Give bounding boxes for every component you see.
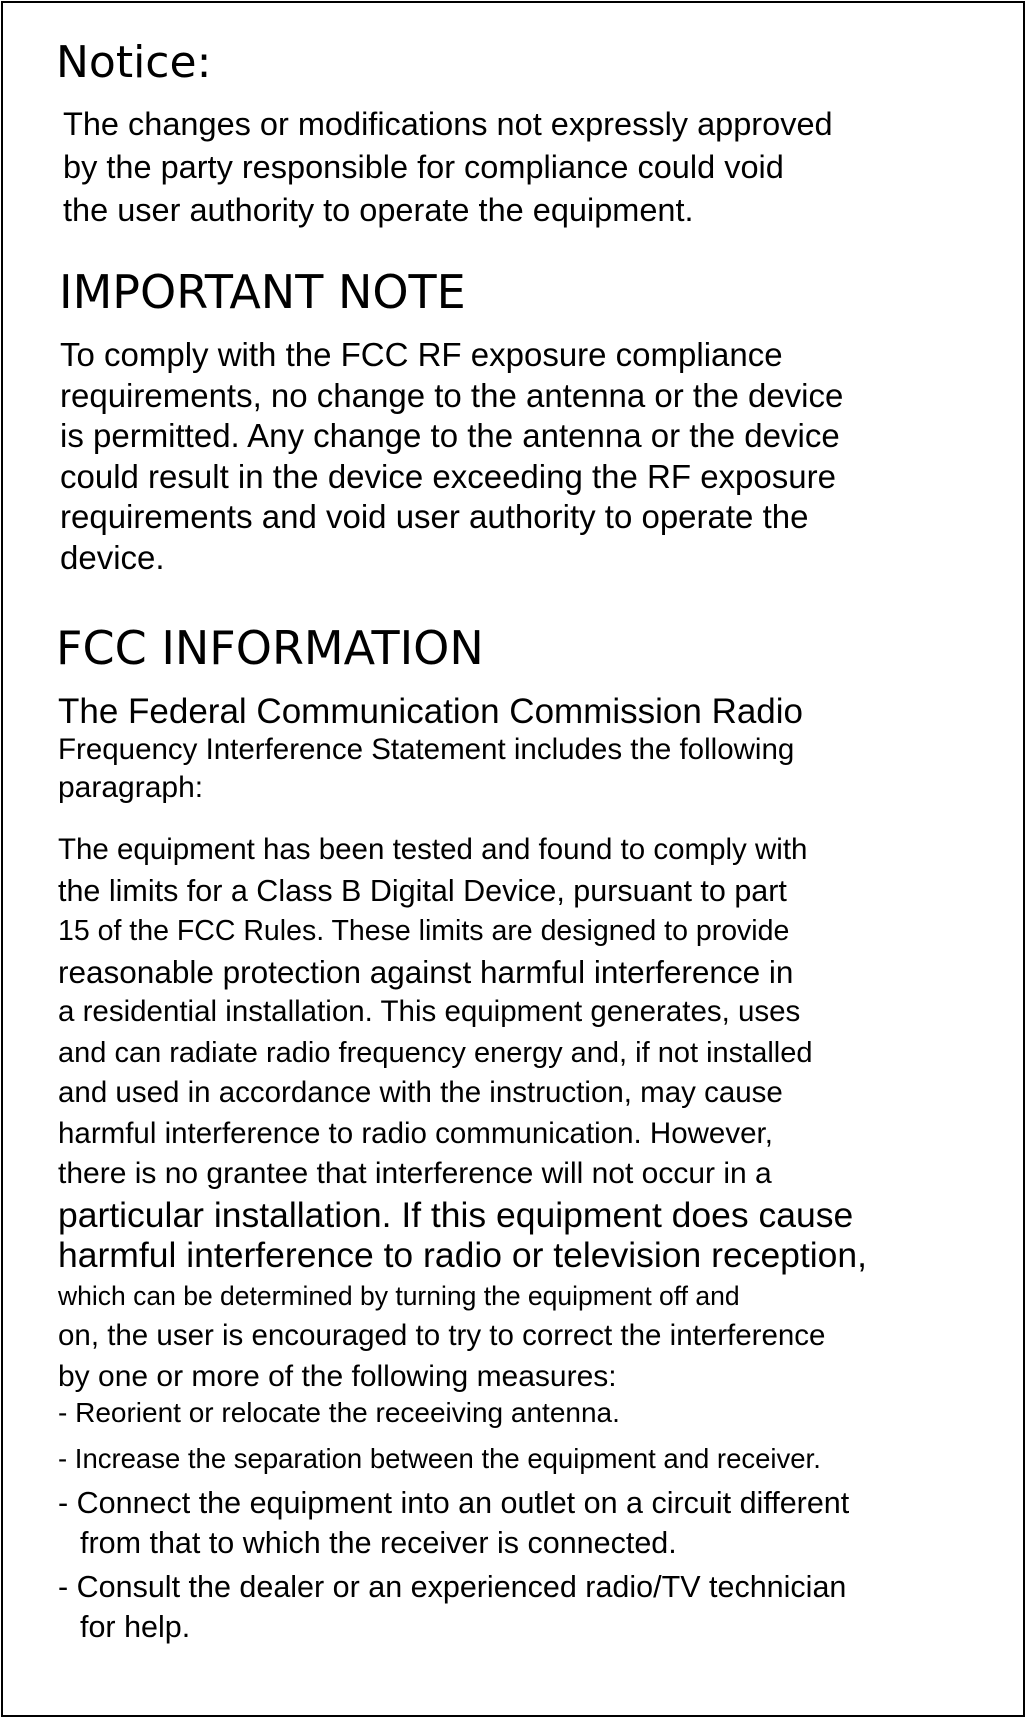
- measure-item: [58, 1393, 849, 1433]
- important-note-line: could result in the device exceeding the RF exposure: [60, 457, 836, 495]
- notice-line: The changes or modifications not expressly approved: [63, 106, 833, 142]
- notice-heading: Notice:: [56, 37, 212, 88]
- notice-paragraph: [63, 103, 833, 232]
- fcc-statement-line: by one or more of the following measures:: [58, 1359, 617, 1393]
- document-page: [1, 1, 1025, 1717]
- notice-line: by the party responsible for compliance could void: [63, 149, 784, 185]
- fcc-statement-line: and used in accordance with the instruction, may cause: [58, 1076, 783, 1109]
- measure-item: [58, 1567, 849, 1647]
- important-note-line: device.: [60, 538, 165, 576]
- fcc-statement-line: there is no grantee that interference will not occur in a: [58, 1157, 772, 1190]
- important-note-line: To comply with the FCC RF exposure compliance: [60, 336, 783, 373]
- fcc-intro-line: The Federal Communication Commission Radio: [58, 692, 804, 731]
- measure-line-continuation: from that to which the receiver is connected.: [80, 1526, 677, 1560]
- fcc-intro-paragraph: [58, 693, 803, 807]
- fcc-statement-line: on, the user is encouraged to try to correct the interference: [58, 1319, 826, 1352]
- fcc-statement-line: the limits for a Class B Digital Device, pursuant to part: [58, 873, 787, 908]
- measure-line-continuation: for help.: [80, 1610, 191, 1644]
- fcc-intro-line: paragraph:: [58, 771, 204, 804]
- fcc-statement-line: The equipment has been tested and found to comply with: [58, 833, 808, 866]
- important-note-line: is permitted. Any change to the antenna or the device: [60, 417, 840, 454]
- fcc-information-heading: FCC INFORMATION: [56, 621, 484, 675]
- fcc-statement-line: a residential installation. This equipment generates, uses: [58, 995, 801, 1028]
- important-note-line: requirements and void user authority to operate the: [60, 498, 809, 535]
- important-note-line: requirements, no change to the antenna or the device: [60, 376, 844, 414]
- fcc-statement-line: 15 of the FCC Rules. These limits are designed to provide: [58, 915, 790, 947]
- measure-item: [58, 1439, 849, 1479]
- measures-list: [58, 1393, 849, 1647]
- fcc-intro-line: Frequency Interference Statement includes the following: [58, 733, 795, 766]
- measure-line: - Consult the dealer or an experienced radio/TV technician: [58, 1570, 847, 1604]
- important-note-paragraph: [60, 335, 843, 578]
- fcc-statement-paragraph: [58, 830, 867, 1397]
- measure-item: [58, 1483, 849, 1563]
- notice-line: the user authority to operate the equipment.: [63, 192, 694, 228]
- fcc-statement-line: harmful interference to radio or television reception,: [58, 1235, 868, 1275]
- measure-line: - Increase the separation between the equipment and receiver.: [58, 1443, 821, 1474]
- important-note-heading: IMPORTANT NOTE: [59, 265, 466, 319]
- fcc-statement-line: which can be determined by turning the equipment off and: [58, 1280, 740, 1311]
- measure-line: - Reorient or relocate the receeiving antenna.: [58, 1397, 620, 1428]
- fcc-statement-line: harmful interference to radio communication. However,: [58, 1116, 773, 1150]
- fcc-statement-line: reasonable protection against harmful interference in: [58, 953, 794, 990]
- measure-line: - Connect the equipment into an outlet on a circuit different: [58, 1486, 850, 1520]
- fcc-statement-line: and can radiate radio frequency energy and, if not installed: [58, 1036, 813, 1069]
- fcc-statement-line: particular installation. If this equipment does cause: [58, 1194, 854, 1235]
